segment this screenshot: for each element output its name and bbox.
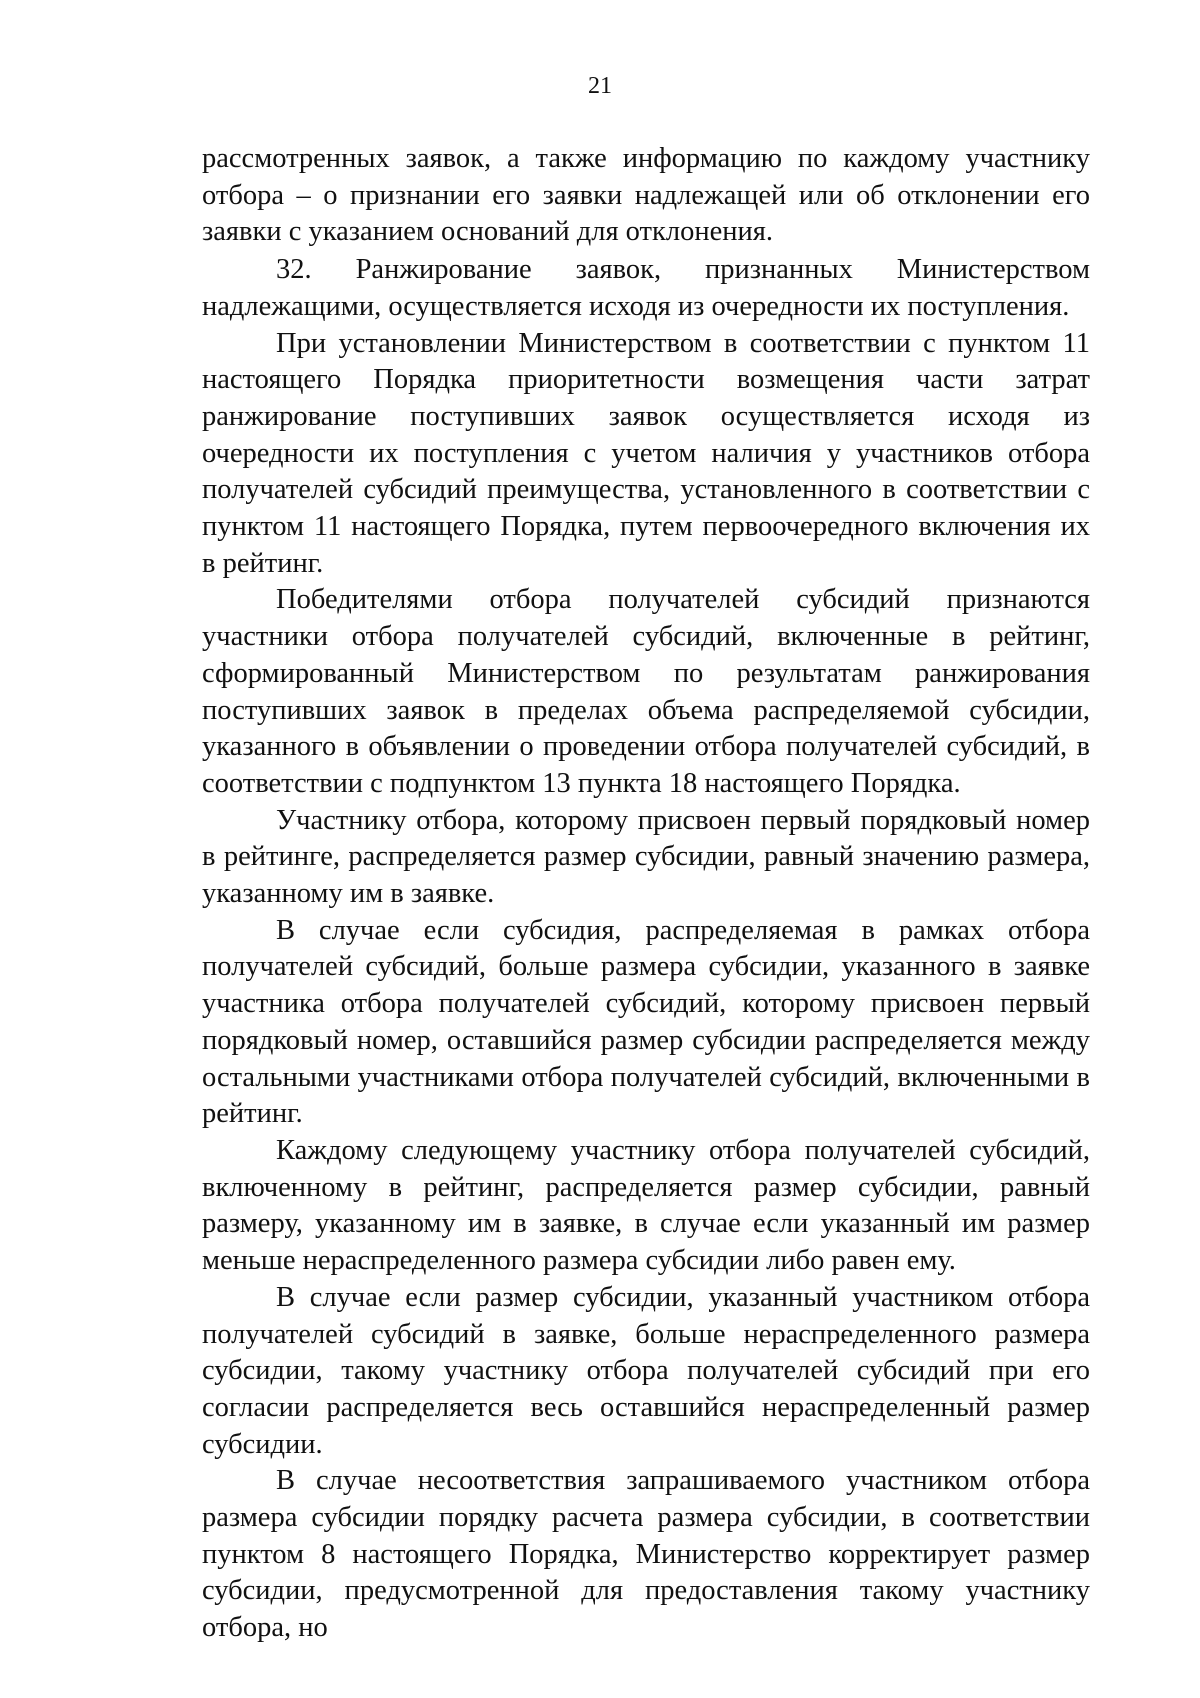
document-body	[202, 141, 1090, 1647]
paragraph-item-32: 32. Ранжирование заявок, признанных Министерством надлежащими, осуществляется исходя из очередности их поступления.	[202, 254, 1090, 322]
paragraph: Победителями отбора получателей субсидий признаются участники отбора получателей субсидий, включенные в рейтинг, сформированный Министерством по результатам ранжирования поступивших заявок в пределах объема распределяемой субсидии, указанного в объявлении о проведении отбора получателей субсидий, в соответствии с подпунктом 13 пункта 18 настоящего Порядка.	[202, 584, 1090, 799]
paragraph: В случае несоответствия запрашиваемого участником отбора размера субсидии порядку расчета размера субсидии, в соответствии пунктом 8 настоящего Порядка, Министерство корректирует размер субсидии, предусмотренной для предоставления такому участнику отбора, но	[202, 1465, 1090, 1644]
page-number: 21	[588, 73, 612, 99]
paragraph: Каждому следующему участнику отбора получателей субсидий, включенному в рейтинг, распределяется размер субсидии, равный размеру, указанному им в заявке, в случае если указанный им размер меньше нераспределенного размера субсидии либо равен ему.	[202, 1134, 1090, 1277]
paragraph: При установлении Министерством в соответствии с пунктом 11 настоящего Порядка приоритетности возмещения части затрат ранжирование поступивших заявок осуществляется исходя из очередности их поступления с учетом наличия у участников отбора получателей субсидий преимущества, установленного в соответствии с пунктом 11 настоящего Порядка, путем первоочередного включения их в рейтинг.	[202, 327, 1090, 579]
paragraph: Участнику отбора, которому присвоен первый порядковый номер в рейтинге, распределяется размер субсидии, равный значению размера, указанному им в заявке.	[202, 804, 1090, 910]
paragraph: В случае если субсидия, распределяемая в рамках отбора получателей субсидий, больше размера субсидии, указанного в заявке участника отбора получателей субсидий, которому присвоен первый порядковый номер, оставшийся размер субсидии распределяется между остальными участниками отбора получателей субсидий, включенными в рейтинг.	[202, 914, 1090, 1130]
paragraph-continuation: рассмотренных заявок, а также информацию по каждому участнику отбора – о признании его заявки надлежащей или об отклонении его заявки с указанием оснований для отклонения.	[202, 143, 1090, 248]
paragraph: В случае если размер субсидии, указанный участником отбора получателей субсидий в заявке, больше нераспределенного размера субсидии, такому участнику отбора получателей субсидий при его согласии распределяется весь оставшийся нераспределенный размер субсидии.	[202, 1281, 1090, 1460]
